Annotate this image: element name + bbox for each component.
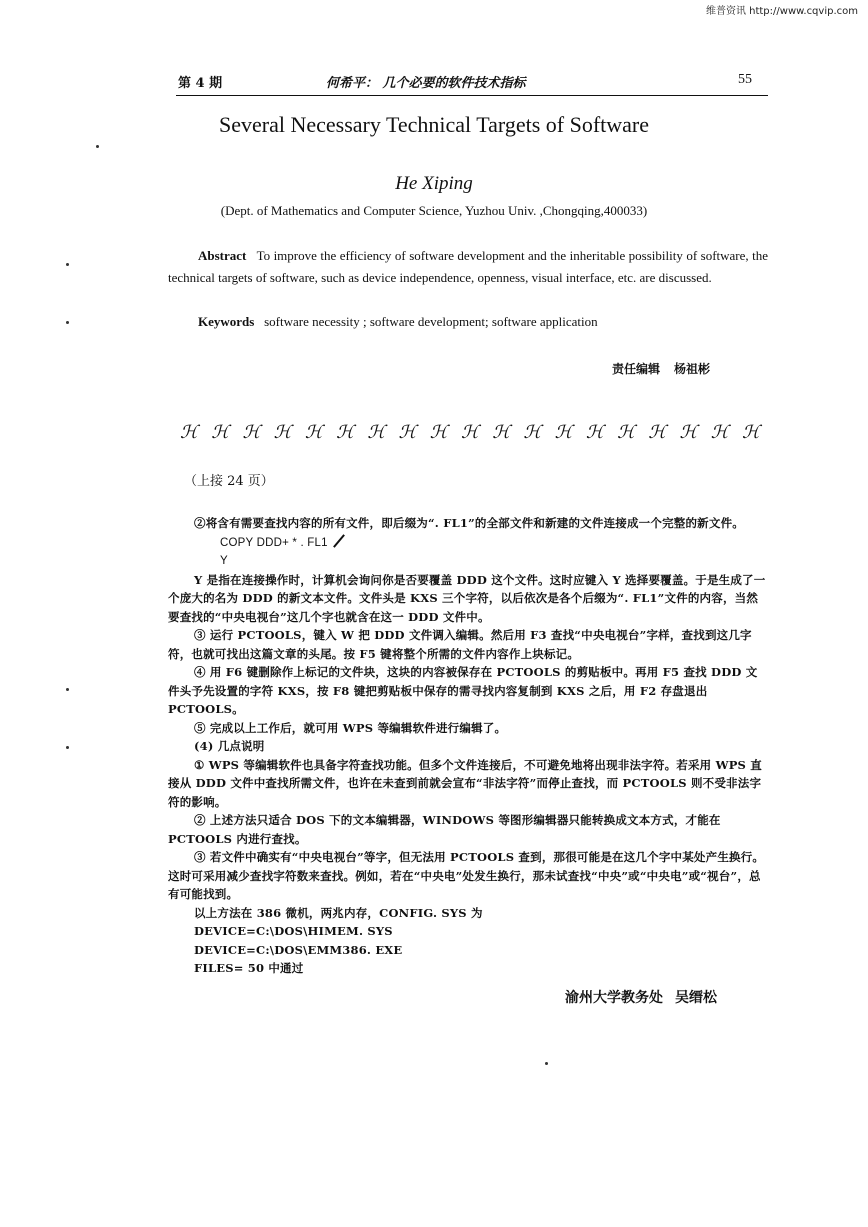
ornament-glyph: ℋ	[367, 422, 386, 443]
ornament-glyph: ℋ	[398, 422, 417, 443]
ornament-divider	[180, 422, 760, 443]
issue-number: 第 4 期	[178, 76, 223, 91]
author-affiliation: (Dept. of Mathematics and Computer Science, Yuzhou Univ. ,Chongqing,400033)	[220, 203, 648, 218]
abstract-label: Abstract	[198, 248, 247, 263]
editor-label: 责任编辑	[612, 362, 661, 376]
config-line: FILES= 50 中通过	[194, 961, 304, 975]
scan-speck	[66, 688, 69, 691]
signature	[565, 987, 717, 1007]
ornament-glyph: ℋ	[585, 422, 604, 443]
ornament-glyph: ℋ	[242, 422, 261, 443]
article-title: Several Necessary Technical Targets of Software	[218, 112, 650, 137]
paragraph: ⑤ 完成以上工作后，就可用 WPS 等编辑软件进行编辑了。	[194, 720, 507, 735]
ornament-glyph: ℋ	[679, 422, 698, 443]
abstract	[168, 245, 768, 289]
paragraph: ④ 用 F6 键删除作上标记的文件块，这块的内容被保存在 PCTOOLS 的剪贴板中。再用 F5 查找 DDD 文件头予先设置的字符 KXS，按 F8 键把剪贴板中保存的需寻找内容复制到 KXS 之后，用 F2 存盘退出 PCTOOLS。	[168, 665, 758, 716]
scan-speck	[66, 263, 69, 266]
ornament-glyph: ℋ	[211, 422, 230, 443]
paragraph: ②将含有需要查找内容的所有文件，即后缀为“. FL1”的全部文件和新建的文件连接成一个完整的新文件。	[194, 516, 744, 530]
slash-mark-icon	[333, 534, 345, 548]
paragraph: ③ 若文件中确实有“中央电视台”等字，但无法用 PCTOOLS 查到，那很可能是在这几个字中某处产生换行。这时可采用减少查找字符数来查找。例如，若在“中央电”处发生换行，那未试查找“中央”或“中央电”或“视台”，总有可能找到。	[168, 850, 765, 901]
paragraph: 以上方法在 386 微机，两兆内存，CONFIG. SYS 为	[194, 905, 483, 920]
editor-credit	[612, 360, 710, 377]
page-number: 55	[738, 72, 752, 87]
ornament-glyph: ℋ	[336, 422, 354, 443]
signature-name: 吴缙松	[675, 990, 717, 1006]
keywords	[198, 314, 598, 330]
continuation-note: （上接 24 页）	[184, 474, 274, 489]
ornament-glyph: ℋ	[180, 422, 198, 443]
code-line: Y	[220, 555, 228, 567]
ornament-glyph: ℋ	[710, 422, 729, 443]
abstract-text: To improve the efficiency of software development and the inheritable possibility of software, the technical targets of software, such as device independence, openness, visual interface, etc. are discussed.	[168, 248, 768, 285]
ornament-glyph: ℋ	[460, 422, 479, 443]
ornament-glyph: ℋ	[554, 422, 573, 443]
ornament-glyph: ℋ	[617, 422, 635, 443]
code-line: COPY DDD+ * . FL1	[168, 533, 768, 553]
keywords-label: Keywords	[198, 314, 255, 329]
ornament-glyph: ℋ	[492, 422, 510, 443]
paragraph: ③ 运行 PCTOOLS，键入 W 把 DDD 文件调入编辑。然后用 F3 查找“中央电视台”字样，查找到这几字符，也就可找出这篇文章的头尾。按 F5 键将整个所需的文件内容作上块标记。	[168, 628, 752, 661]
editor-name: 杨祖彬	[674, 362, 711, 376]
paragraph: ② 上述方法只适合 DOS 下的文本编辑器，WINDOWS 等图形编辑器只能转换成文本方式，才能在 PCTOOLS 内进行查找。	[168, 813, 721, 846]
scan-speck	[66, 746, 69, 749]
keywords-text: software necessity ; software development; software application	[264, 314, 598, 329]
config-line: DEVICE=C:\DOS\HIMEM. SYS	[194, 924, 393, 938]
scan-speck	[545, 1062, 548, 1065]
signature-org: 渝州大学教务处	[565, 990, 663, 1006]
header-rule	[176, 95, 768, 96]
author-name: He Xiping	[395, 173, 473, 194]
paragraph: ① WPS 等编辑软件也具备字符查找功能。但多个文件连接后，不可避免地将出现非法字符。若采用 WPS 直接从 DDD 文件中查找所需文件，也许在未查到前就会宣布“非法字符”而停止查找，而 PCTOOLS 则不受非法字符的影响。	[168, 757, 762, 809]
ornament-glyph: ℋ	[741, 422, 760, 443]
running-title: 何希平： 几个必要的软件技术指标	[326, 76, 526, 91]
ornament-glyph: ℋ	[304, 422, 323, 443]
scan-speck	[96, 145, 99, 148]
watermark: 维普资讯 http://www.cqvip.com	[705, 6, 858, 17]
paragraph: (4) 几点说明	[194, 739, 265, 753]
ornament-glyph: ℋ	[523, 422, 542, 443]
ornament-glyph: ℋ	[648, 422, 667, 443]
scan-speck	[66, 321, 69, 324]
paragraph: Y 是指在连接操作时，计算机会询问你是否要覆盖 DDD 这个文件。这时应键入 Y 选择要覆盖。于是生成了一个庞大的名为 DDD 的新文本文件。文件头是 KXS 三个字符，以后依次是各个后缀为“. FL1”文件的内容，当然要查找的“中央电视台”这几个字也就含在这一 DDD 文件中。	[168, 572, 766, 624]
config-line: DEVICE=C:\DOS\EMM386. EXE	[194, 942, 403, 957]
running-header	[178, 72, 768, 94]
ornament-glyph: ℋ	[429, 422, 448, 443]
body-text	[168, 514, 768, 978]
ornament-glyph: ℋ	[273, 422, 292, 443]
